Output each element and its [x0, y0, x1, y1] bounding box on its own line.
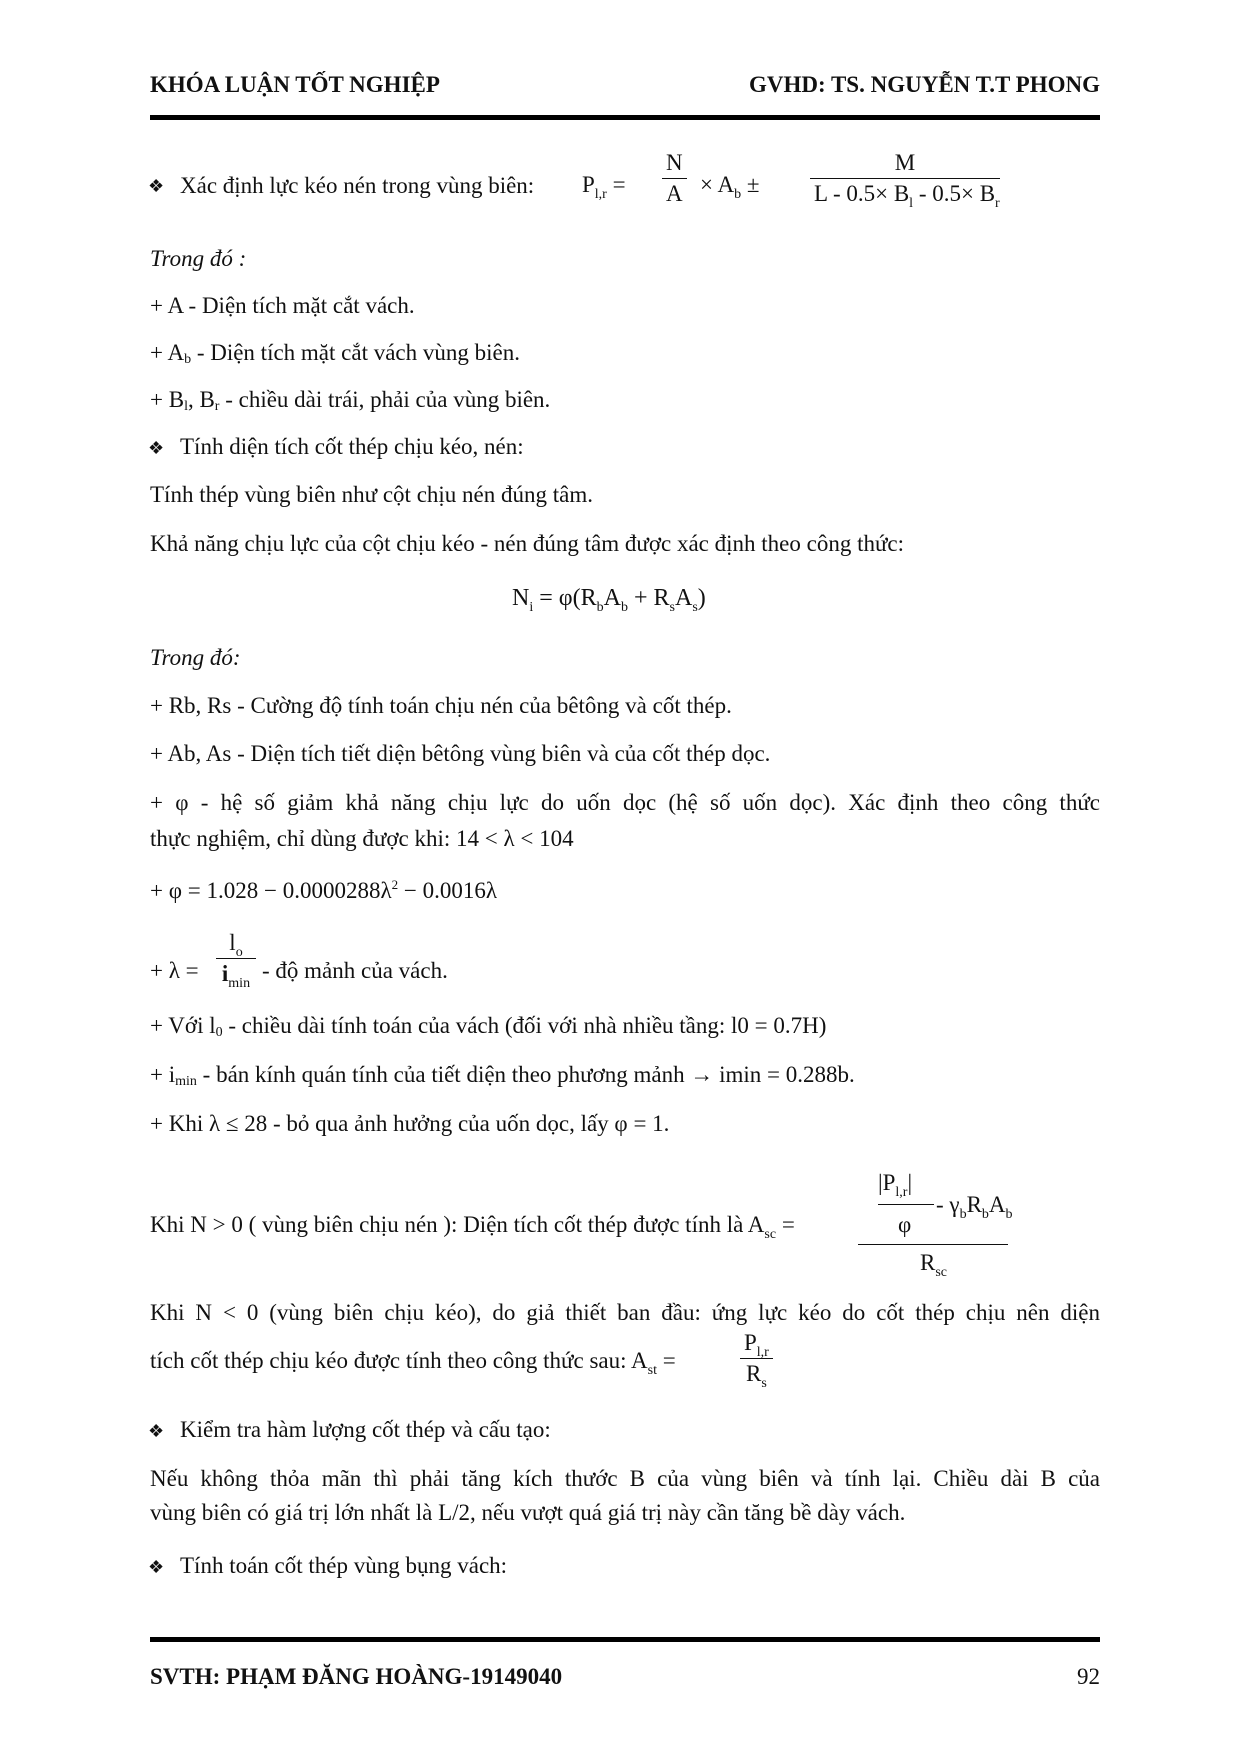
bullet-1-text: Xác định lực kéo nén trong vùng biên: — [180, 173, 535, 198]
asc-abs — [878, 1170, 913, 1200]
formula-text: R — [746, 1361, 762, 1386]
text: = — [776, 1212, 795, 1237]
bullet-icon: ❖ — [148, 176, 165, 196]
formula-sub: i — [529, 600, 534, 615]
def-ab — [150, 340, 520, 366]
sub: l — [184, 399, 188, 414]
def-a: + A - Diện tích mặt cắt vách. — [150, 293, 415, 318]
text: - Diện tích mặt cắt vách vùng biên. — [191, 340, 520, 365]
formula-text: + φ = 1.028 − 0.0000288λ — [150, 878, 392, 903]
formula-sub: r — [995, 196, 1000, 211]
fraction-n-a — [662, 150, 687, 207]
def-rb-rs: + Rb, Rs - Cường độ tính toán chịu nén của bêtông và cốt thép. — [150, 693, 732, 718]
sub: st — [647, 1363, 657, 1378]
def-b — [150, 387, 550, 413]
asc-text — [150, 1212, 795, 1242]
text: - bán kính quán tính của tiết diện theo phương mảnh → imin = 0.288b. — [196, 1062, 855, 1087]
formula-text: A — [674, 585, 693, 611]
formula-text: N — [512, 585, 530, 611]
formula-text: - γ — [936, 1192, 960, 1217]
sub: sc — [764, 1227, 777, 1242]
formula-text: | — [907, 1170, 913, 1195]
paragraph-1: Tính thép vùng biên như cột chịu nén đúng tâm. — [150, 482, 593, 507]
bullet-2-text: Tính diện tích cốt thép chịu kéo, nén: — [180, 434, 524, 459]
formula-sub: l,r — [594, 187, 607, 202]
lambda-description: - độ mảnh của vách. — [262, 958, 448, 983]
bullet-icon: ❖ — [148, 1421, 165, 1441]
text: + A — [150, 340, 185, 365]
paragraph-2: Khả năng chịu lực của cột chịu kéo - nén đúng tâm được xác định theo công thức: — [150, 531, 905, 556]
text: + i — [150, 1062, 176, 1087]
where-label-1: Trong đó : — [150, 246, 247, 271]
formula-sub: sc — [935, 1265, 948, 1280]
formula-text: i — [221, 961, 229, 986]
formula-text: N — [662, 150, 687, 179]
bullet-4-text: Tính toán cốt thép vùng bụng vách: — [180, 1553, 508, 1578]
formula-text: P — [582, 172, 595, 197]
asc-fraction-bar — [858, 1244, 1008, 1245]
formula-sub: l,r — [756, 1345, 769, 1360]
formula-sub: b — [734, 187, 742, 202]
formula-text: − 0.0016λ — [398, 878, 497, 903]
formula-ni — [512, 585, 706, 615]
formula-text: - 0.5× B — [913, 181, 996, 206]
formula-sub: b — [981, 1207, 989, 1222]
formula-sup: 2 — [391, 877, 399, 892]
sub: b — [184, 352, 192, 367]
formula-sub: b — [1005, 1207, 1013, 1222]
text: + Với l — [150, 1013, 216, 1038]
ast-fraction — [740, 1330, 773, 1391]
sub: min — [175, 1074, 197, 1089]
formula-text: A — [988, 1192, 1006, 1217]
formula-text: ± — [746, 172, 760, 197]
text: = — [656, 1348, 676, 1373]
formula-text: A — [666, 181, 683, 206]
formula-text: |P — [878, 1170, 896, 1195]
bullet-icon: ❖ — [148, 1557, 165, 1577]
sub: 0 — [215, 1025, 223, 1040]
bullet-3-text: Kiểm tra hàm lượng cốt thép và cấu tạo: — [180, 1417, 551, 1442]
formula-text: = — [612, 172, 626, 197]
text: Khi N > 0 ( vùng biên chịu nén ): Diện tích cốt thép được tính là A — [150, 1212, 765, 1237]
formula-sub: l,r — [895, 1185, 908, 1200]
formula-sub: s — [761, 1376, 767, 1391]
formula-sub: l — [909, 196, 914, 211]
asc-fraction — [858, 1170, 1014, 1280]
ast-line-1: Khi N < 0 (vùng biên chịu kéo), do giả thiết ban đầu: ứng lực kéo do cốt thép chịu nên diện — [150, 1300, 1100, 1325]
header-advisor: GVHD: TS. NGUYỄN T.T PHONG — [748, 72, 1100, 97]
text: + B — [150, 387, 185, 412]
text: , B — [187, 387, 215, 412]
formula-text: R — [920, 1250, 936, 1275]
formula-text: + λ = — [150, 958, 199, 983]
text: - chiều dài trái, phải của vùng biên. — [219, 387, 551, 412]
phi-formula — [150, 878, 497, 904]
def-lo — [150, 1013, 826, 1039]
paragraph-3-line-2: vùng biên có giá trị lớn nhất là L/2, nếu vượt quá giá trị này cần tăng bề dày vách. — [150, 1500, 906, 1525]
header-rule — [150, 115, 1100, 120]
where-label-2: Trong đó: — [150, 645, 241, 670]
formula-text: P — [744, 1330, 757, 1355]
formula-text: × A — [700, 172, 735, 197]
formula-text: A — [603, 585, 621, 611]
page-number: 92 — [1077, 1664, 1100, 1689]
sub: r — [214, 399, 220, 414]
asc-den — [920, 1250, 948, 1280]
formula-sub: o — [235, 945, 243, 960]
def-khi: + Khi λ ≤ 28 - bỏ qua ảnh hưởng của uốn dọc, lấy φ = 1. — [150, 1111, 670, 1136]
footer-student: SVTH: PHẠM ĐĂNG HOÀNG-19149040 — [150, 1664, 563, 1689]
formula-sub: b — [596, 600, 604, 615]
formula-text: + R — [627, 585, 670, 611]
formula-text: = φ(R — [533, 585, 597, 611]
formula-text: L - 0.5× B — [814, 181, 910, 206]
asc-gamma — [936, 1192, 1013, 1222]
formula-text: l — [229, 930, 236, 955]
def-imin — [150, 1062, 855, 1088]
def-ab-as: + Ab, As - Diện tích tiết diện bêtông vùng biên và của cốt thép dọc. — [150, 741, 771, 766]
formula-text: φ — [898, 1212, 912, 1237]
def-phi-line-2: thực nghiệm, chỉ dùng được khi: 14 < λ < 104 — [150, 826, 574, 851]
text: - chiều dài tính toán của vách (đối với nhà nhiều tầng: l0 = 0.7H) — [222, 1013, 827, 1038]
def-phi-line-1: + φ - hệ số giảm khả năng chịu lực do uốn dọc (hệ số uốn dọc). Xác định theo công thức — [150, 790, 1100, 815]
asc-inner-bar — [878, 1204, 934, 1205]
formula-sub: b — [620, 600, 628, 615]
ast-text — [150, 1348, 676, 1378]
formula-ab — [700, 172, 760, 202]
formula-sub: s — [669, 600, 675, 615]
page-header — [150, 72, 1100, 108]
formula-sub: min — [228, 976, 251, 991]
header-title: KHÓA LUẬN TỐT NGHIỆP — [150, 72, 440, 97]
text: tích cốt thép chịu kéo được tính theo công thức sau: A — [150, 1348, 648, 1373]
footer-rule — [150, 1637, 1100, 1642]
paragraph-3-line-1: Nếu không thỏa mãn thì phải tăng kích thước B của vùng biên và tính lại. Chiều dài B của — [150, 1466, 1100, 1491]
fraction-m — [810, 150, 1000, 211]
formula-sub: b — [959, 1207, 967, 1222]
formula-text: R — [966, 1192, 982, 1217]
formula-denominator — [810, 179, 1000, 211]
formula-sub: s — [692, 600, 698, 615]
fraction-lambda — [216, 930, 256, 991]
formula-text: M — [810, 150, 1000, 179]
formula-text: ) — [697, 585, 706, 611]
bullet-icon: ❖ — [148, 438, 165, 458]
